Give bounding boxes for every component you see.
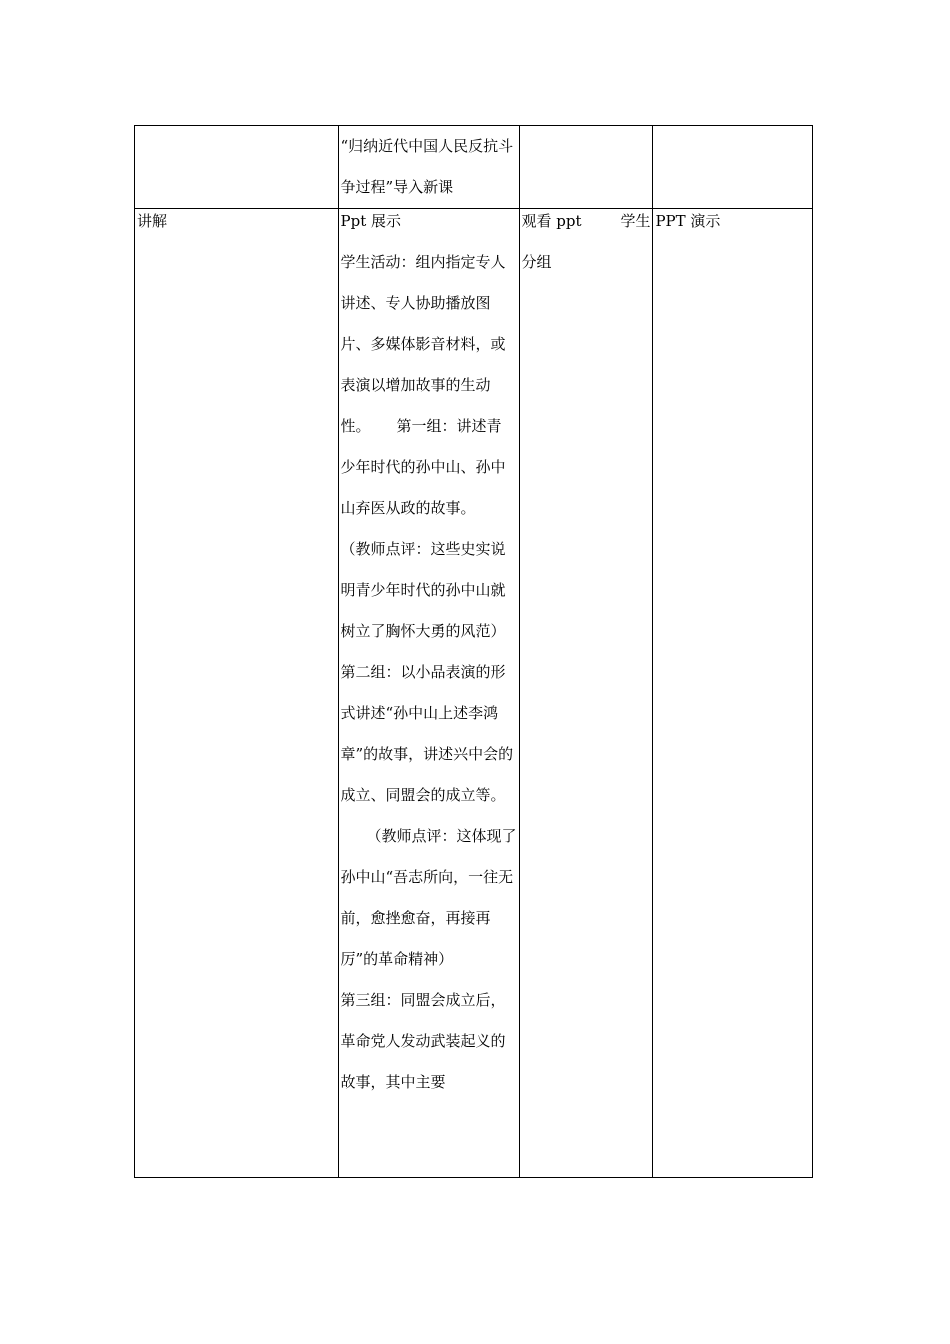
table-row: [135, 209, 813, 1178]
teacher-comment: （教师点评：这体现了孙中山“吾志所向，一往无前，愈挫愈奋，再接再厉”的革命精神）: [340, 827, 517, 968]
student-activity-cell: [519, 209, 653, 1178]
teacher-activity-para: 第一组：讲述青少年时代的孙中山、孙中山弃医从政的故事。: [340, 417, 506, 517]
teacher-activity-para: 学生活动：组内指定专人讲述、专人协助播放图片、多媒体影音材料，或表演以增加故事的生动性。: [340, 253, 506, 435]
teacher-activity-para: Ppt 展示: [340, 212, 401, 230]
stage-cell: [135, 126, 339, 209]
teacher-activity-cell: [338, 209, 519, 1178]
lesson-plan-table: [134, 125, 813, 1178]
teacher-activity-para: 第二组：以小品表演的形式讲述“孙中山上述李鸿章”的故事，讲述兴中会的成立、同盟会的成立等。: [340, 663, 514, 804]
media-label: PPT 演示: [655, 212, 721, 230]
stage-label: 讲解: [137, 212, 168, 230]
media-cell: [653, 209, 813, 1178]
student-activity-text: 观看 ppt: [521, 212, 582, 230]
student-activity-text: 分组: [521, 253, 552, 271]
student-activity-line: [522, 201, 651, 242]
teacher-comment: （教师点评：这些史实说明青少年时代的孙中山就树立了胸怀大勇的风范）: [340, 540, 506, 640]
stage-cell: [135, 209, 339, 1178]
teacher-activity-cell: “归纳近代中国人民反抗斗争过程”导入新课: [338, 126, 519, 209]
student-activity-cell: [519, 126, 653, 209]
student-activity-text: 学生: [620, 212, 651, 230]
table-row: [135, 126, 813, 209]
teacher-activity-para: 第三组：同盟会成立后，革命党人发动武装起义的故事，其中主要: [340, 991, 506, 1091]
media-cell: [653, 126, 813, 209]
